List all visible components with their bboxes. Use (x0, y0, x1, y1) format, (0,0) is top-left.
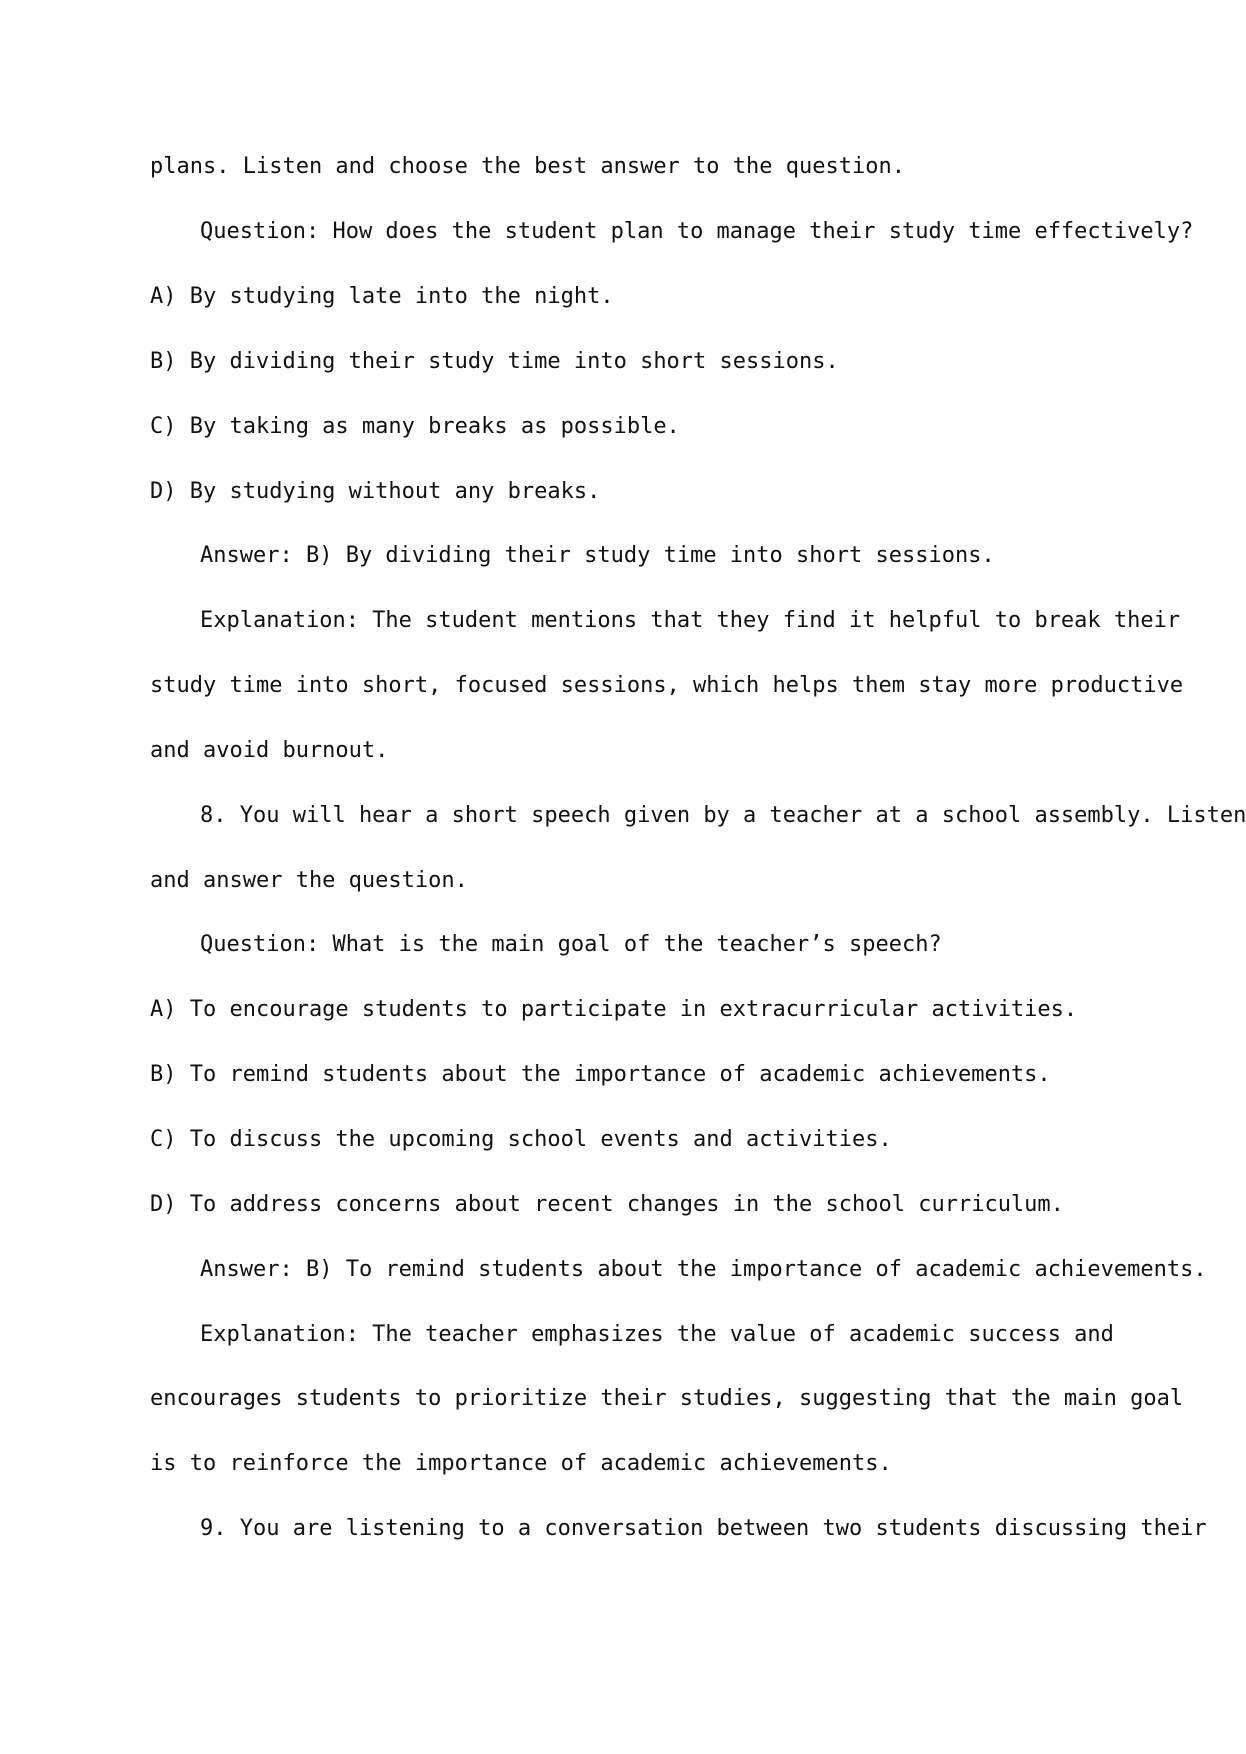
answer-line: Answer: B) By dividing their study time into short sessions. (200, 543, 995, 568)
explanation-line: Explanation: The teacher emphasizes the value of academic success and (200, 1322, 1114, 1347)
explanation-line: Explanation: The student mentions that they find it helpful to break their (200, 608, 1181, 633)
paragraph-line: encourages students to prioritize their studies, suggesting that the main goal (150, 1386, 1184, 1411)
paragraph-line: and avoid burnout. (150, 738, 389, 763)
paragraph-line: plans. Listen and choose the best answer to the question. (150, 154, 905, 179)
option-b: B) To remind students about the importance of academic achievements. (150, 1062, 1051, 1087)
option-c: C) By taking as many breaks as possible. (150, 414, 680, 439)
paragraph-line: is to reinforce the importance of academic achievements. (150, 1451, 892, 1476)
option-c: C) To discuss the upcoming school events and activities. (150, 1127, 892, 1152)
option-d: D) To address concerns about recent changes in the school curriculum. (150, 1192, 1064, 1217)
question-line: Question: What is the main goal of the teacher’s speech? (200, 932, 942, 957)
question-line: Question: How does the student plan to manage their study time effectively? (200, 219, 1194, 244)
paragraph-line: and answer the question. (150, 868, 468, 893)
question-number-line: 8. You will hear a short speech given by a teacher at a school assembly. Listen (200, 803, 1246, 828)
answer-line: Answer: B) To remind students about the importance of academic achievements. (200, 1257, 1207, 1282)
question-number-line: 9. You are listening to a conversation between two students discussing their (200, 1516, 1207, 1541)
option-b: B) By dividing their study time into short sessions. (150, 349, 839, 374)
paragraph-line: study time into short, focused sessions, which helps them stay more productive (150, 673, 1184, 698)
option-a: A) By studying late into the night. (150, 284, 614, 309)
option-d: D) By studying without any breaks. (150, 479, 601, 504)
option-a: A) To encourage students to participate in extracurricular activities. (150, 997, 1078, 1022)
